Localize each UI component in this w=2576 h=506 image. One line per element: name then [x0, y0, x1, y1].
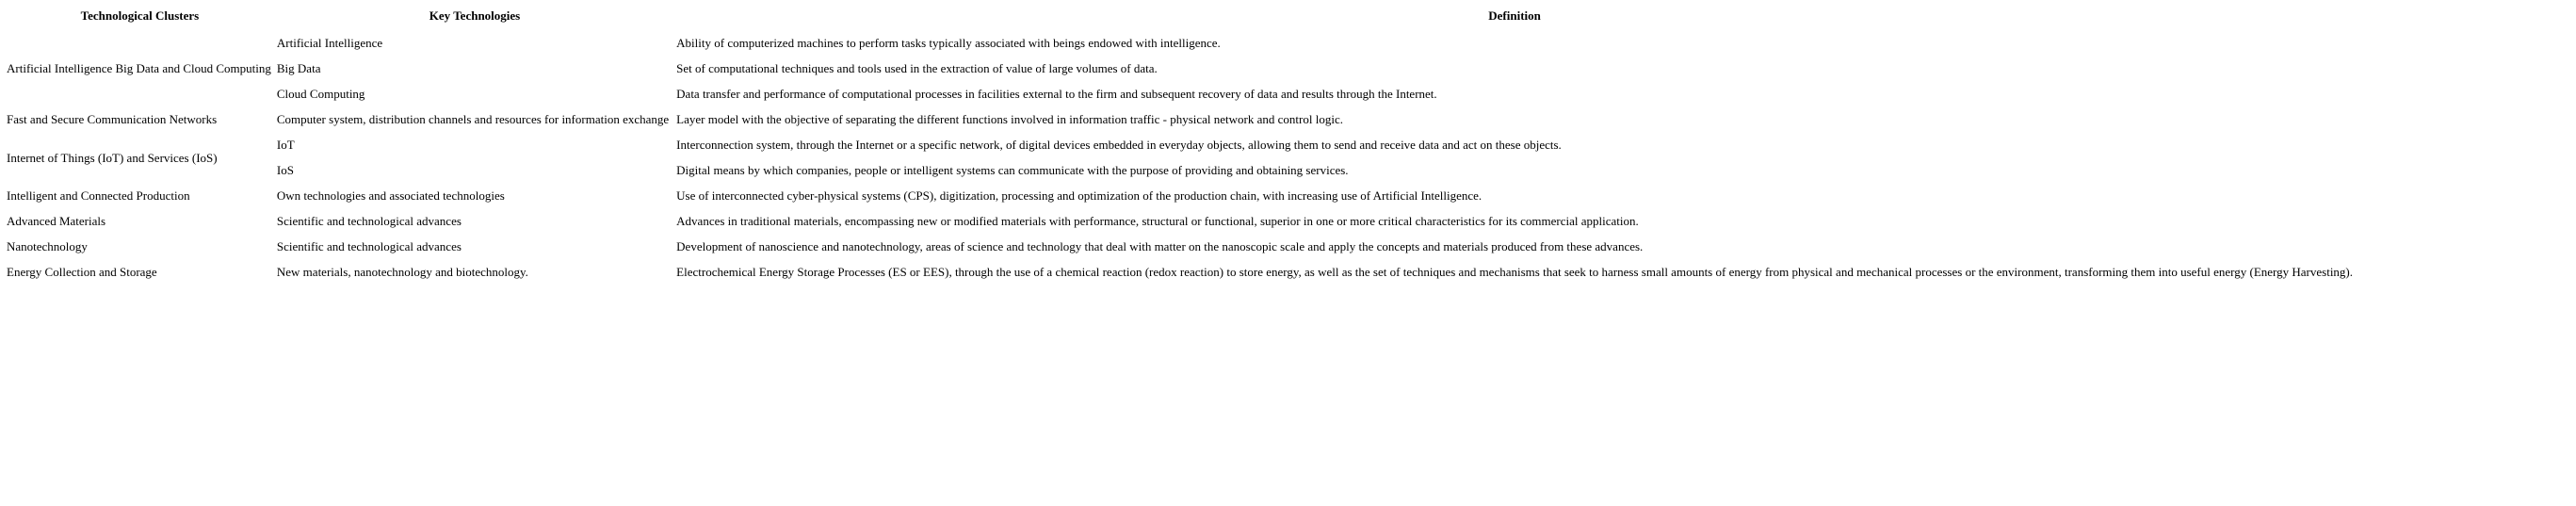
cluster-cell: Internet of Things (IoT) and Services (IoS) [7, 150, 218, 165]
table-row [5, 208, 2355, 234]
definition-cell: Interconnection system, through the Internet or a specific network, of digital devices embedded in everyday objects, allowing them to send and receive data and act on these objects. [676, 138, 1562, 152]
definition-cell: Digital means by which companies, people or intelligent systems can communicate with the purpose of providing and obtaining services. [676, 163, 1349, 177]
cluster-cell: Nanotechnology [7, 239, 88, 253]
technology-cell: Computer system, distribution channels and resources for information exchange [276, 112, 670, 126]
cluster-cell: Fast and Secure Communication Networks [7, 112, 218, 126]
technology-cell: Own technologies and associated technologies [276, 188, 505, 203]
technology-clusters-table [5, 4, 2355, 285]
table-row [5, 234, 2355, 259]
technology-cell: IoS [276, 163, 294, 177]
definition-cell: Advances in traditional materials, encompassing new or modified materials with performance, structural or functional, superior in one or more critical characteristics for its commercial application. [676, 214, 1639, 228]
definition-cell: Electrochemical Energy Storage Processes (ES or EES), through the use of a chemical reaction (redox reaction) to store energy, as well as the set of techniques and mechanisms that seek to harness small amounts of energy from physical and mechanical processes or the environment, transforming them into useful energy (Energy Harvesting). [676, 265, 2354, 279]
definition-cell: Data transfer and performance of computational processes in facilities external to the firm and subsequent recovery of data and results through the Internet. [676, 87, 1437, 101]
technology-cell: Big Data [276, 61, 321, 75]
technology-cell: IoT [276, 138, 295, 152]
technology-cell: New materials, nanotechnology and biotechnology. [276, 265, 528, 279]
header-clusters: Technological Clusters [80, 8, 200, 23]
table-row [5, 259, 2355, 285]
table-row [5, 56, 2355, 81]
table-row [5, 132, 2355, 157]
table-row [5, 30, 2355, 56]
cluster-cell: Intelligent and Connected Production [7, 188, 190, 203]
technology-cell: Cloud Computing [276, 87, 365, 101]
definition-cell: Use of interconnected cyber-physical systems (CPS), digitization, processing and optimization of the production chain, with increasing use of Artificial Intelligence. [676, 188, 1482, 203]
definition-cell: Layer model with the objective of separating the different functions involved in information traffic - physical network and control logic. [676, 112, 1343, 126]
table-row [5, 81, 2355, 106]
technology-cell: Scientific and technological advances [276, 214, 462, 228]
header-row [5, 4, 2355, 30]
definition-cell: Ability of computerized machines to perform tasks typically associated with beings endowed with intelligence. [676, 36, 1221, 50]
technology-cell: Scientific and technological advances [276, 239, 462, 253]
cluster-cell: Energy Collection and Storage [7, 265, 157, 279]
cluster-cell: Advanced Materials [7, 214, 106, 228]
table-row [5, 157, 2355, 183]
header-technologies: Key Technologies [429, 8, 521, 23]
table-row [5, 106, 2355, 132]
table-row [5, 183, 2355, 208]
header-definition: Definition [1488, 8, 1541, 23]
technology-cell: Artificial Intelligence [276, 36, 383, 50]
definition-cell: Development of nanoscience and nanotechnology, areas of science and technology that deal with matter on the nanoscopic scale and apply the concepts and materials produced from these advances. [676, 239, 1644, 253]
definition-cell: Set of computational techniques and tools used in the extraction of value of large volumes of data. [676, 61, 1158, 75]
cluster-cell: Artificial Intelligence Big Data and Cloud Computing [7, 61, 271, 75]
